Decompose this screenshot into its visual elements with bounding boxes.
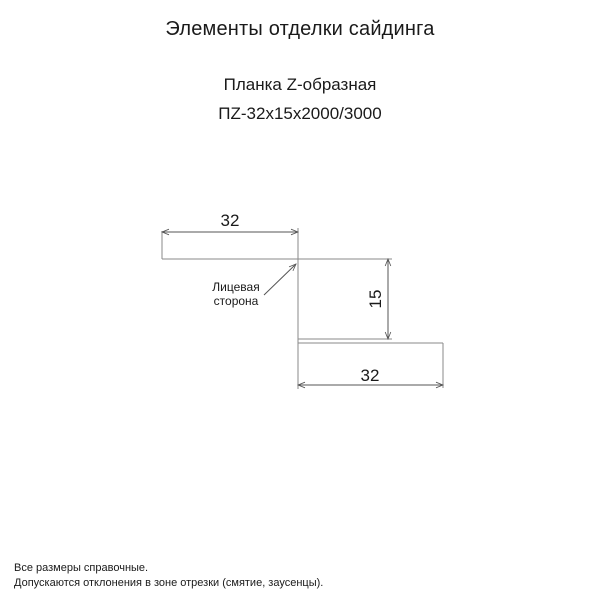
dimension-height — [366, 259, 388, 339]
note-line-2: Допускаются отклонения в зоне отрезки (смятие, заусенцы). — [14, 577, 324, 589]
callout-line2: сторона — [213, 294, 259, 308]
dimension-bottom-flange — [298, 366, 443, 385]
dimension-height-label: 15 — [366, 289, 385, 309]
z-profile-outline — [162, 228, 443, 389]
product-code: ПZ-32х15х2000/3000 — [218, 104, 382, 123]
dimension-bottom-flange-label: 32 — [360, 366, 380, 385]
note-line-1: Все размеры справочные. — [14, 562, 149, 574]
product-name: Планка Z-образная — [223, 75, 377, 94]
notes — [14, 561, 323, 591]
dimension-top-flange — [162, 211, 298, 232]
page-title: Элементы отделки сайдинга — [165, 18, 435, 40]
face-side-callout — [212, 264, 296, 308]
callout-line1: Лицевая — [212, 280, 260, 294]
dimension-top-flange-label: 32 — [220, 211, 240, 230]
